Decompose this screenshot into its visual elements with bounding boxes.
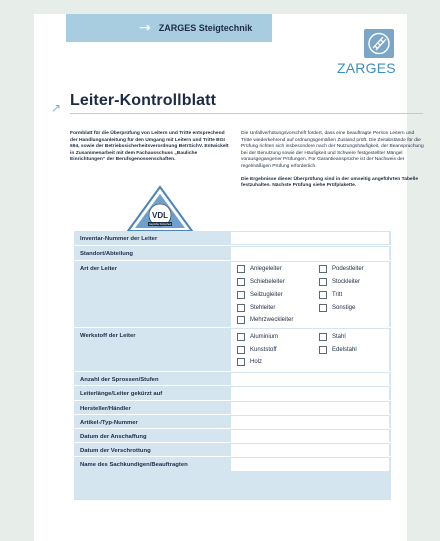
page-title: Leiter-Kontrollblatt [70,92,216,109]
badge-word: VDL [152,211,168,220]
checkbox[interactable] [237,346,245,354]
zarges-logo-icon [364,29,394,58]
form-footer-band [74,488,391,500]
header-brand-label: ZARGES Steigtechnik [158,23,253,33]
intro-left-text: Formblatt für die Überprüfung von Leitern und Tritte entsprechend der Handlungsanleitung für den Umgang mit Leitern und Tritte BGI 694, sowie der Betriebssicherheitsverordnung BetrSichV. Entwickelt in Zusammenarbeit mit dem Fachausschuss „Bauliche Einrichtungen“ der Berufsgenossenschaften. [70,131,229,163]
option-label: Stockleiter [332,279,361,285]
option-label: Aluminium [250,334,279,340]
checkbox[interactable] [319,333,327,341]
checkbox[interactable] [237,304,245,312]
field-label-article: Artikel-/Typ-Nummer [80,420,138,426]
option-label: Podestleiter [332,266,364,272]
form-row-scrapping-date [74,442,391,457]
checkbox[interactable] [237,278,245,286]
intro-right-bold-text: Die Ergebnisse dieser Überprüfung sind in der umseitig angeführten Tabelle festzuhalten. Nächste Prüfung siehe Prüfplakette. [241,176,419,189]
field-label-material: Werkstoff der Leiter [80,333,136,339]
option-anlegeleiter[interactable] [237,265,282,273]
inspection-form [74,231,391,495]
checkbox[interactable] [319,291,327,299]
vdl-seal-icon [126,185,194,233]
purchase-date-input[interactable] [231,430,389,442]
option-stockleiter[interactable] [319,278,360,286]
option-label: Kunststoff [250,347,277,353]
checkbox[interactable] [319,278,327,286]
option-stehleiter[interactable] [237,304,275,312]
option-stahl[interactable] [319,333,346,341]
arrow-right-icon: → [139,20,151,36]
option-kunststoff[interactable] [237,346,277,354]
form-row-length [74,385,391,401]
form-row-material [74,327,391,372]
checkbox[interactable] [319,304,327,312]
field-label-expert: Name des Sachkundigen/Beauftragten [80,462,188,468]
checkbox[interactable] [237,333,245,341]
logo-wordmark: ZARGES [337,60,396,76]
ladder-type-options [231,262,389,327]
field-label-manufacturer: Hersteller/Händler [80,406,131,412]
form-row-manufacturer [74,400,391,415]
checkbox[interactable] [237,291,245,299]
option-podestleiter[interactable] [319,265,364,273]
option-label: Holz [250,359,263,365]
option-seilzugleiter[interactable] [237,291,283,299]
form-row-ladder-type [74,260,391,328]
form-row-purchase-date [74,428,391,443]
scrapping-date-input[interactable] [231,444,389,456]
badge-ring-text: Geprüfte Sicherheit [148,223,172,227]
inventory-input[interactable] [231,232,389,244]
checkbox[interactable] [319,265,327,273]
form-row-article [74,414,391,429]
option-label: Stahl [332,334,346,340]
option-label: Seilzugleiter [250,292,283,298]
field-label-scrapping-date: Datum der Verschrottung [80,448,151,454]
field-label-purchase-date: Datum der Anschaffung [80,434,147,440]
intro-right-text: Die Unfallverhütungsvorschrift fordert, dass eine beauftragte Person Leitern und Tritte wiederkehrend auf ordnungsgemäßen Zustand prüft. Die Zeitabstände für die Prüfung richten sich insbesondere nach der Nutzungshäufigkeit, der Beanspruchung bei der Benutzung sowie der Häufigkeit und Schwere festgestellter Mängel vorausgegangener Prüfungen. Für Garantieansprüche ist der Nachweis der regelmäßigen Prüfung erforderlich. [241,131,424,169]
option-edelstahl[interactable] [319,346,357,354]
header-tab [66,14,272,42]
option-tritt[interactable] [319,291,342,299]
expert-input[interactable] [231,458,389,471]
field-label-location: Standort/Abteilung [80,251,134,257]
material-options [231,329,389,371]
form-row-location [74,245,391,261]
location-input[interactable] [231,247,389,260]
option-label: Sonstige [332,305,356,311]
form-row-expert [74,456,391,472]
form-row-rungs [74,371,391,386]
title-divider [70,113,423,114]
option-label: Anlegeleiter [250,266,282,272]
option-label: Schiebeleiter [250,279,285,285]
option-label: Tritt [332,292,343,298]
option-label: Stehleiter [250,305,276,311]
checkbox[interactable] [237,316,245,324]
length-input[interactable] [231,387,389,400]
form-row-inventory [74,231,391,245]
intro-right-column [241,131,424,190]
checkbox[interactable] [237,358,245,366]
option-label: Mehrzweckleiter [250,317,294,323]
article-input[interactable] [231,416,389,428]
option-sonstige[interactable] [319,304,355,312]
rungs-input[interactable] [231,373,389,385]
arrow-up-right-icon: ↗ [51,101,62,115]
option-label: Edelstahl [332,347,357,353]
option-mehrzweckleiter[interactable] [237,316,293,324]
field-label-rungs: Anzahl der Sprossen/Stufen [80,377,159,383]
option-aluminium[interactable] [237,333,278,341]
checkbox[interactable] [319,346,327,354]
field-label-ladder-type: Art der Leiter [80,266,117,272]
field-label-length: Leiterlänge/Leiter gekürzt auf [80,391,163,397]
checkbox[interactable] [237,265,245,273]
option-schiebeleiter[interactable] [237,278,285,286]
option-holz[interactable] [237,358,262,366]
manufacturer-input[interactable] [231,402,389,414]
field-label-inventory: Inventar-Nummer der Leiter [80,236,158,242]
